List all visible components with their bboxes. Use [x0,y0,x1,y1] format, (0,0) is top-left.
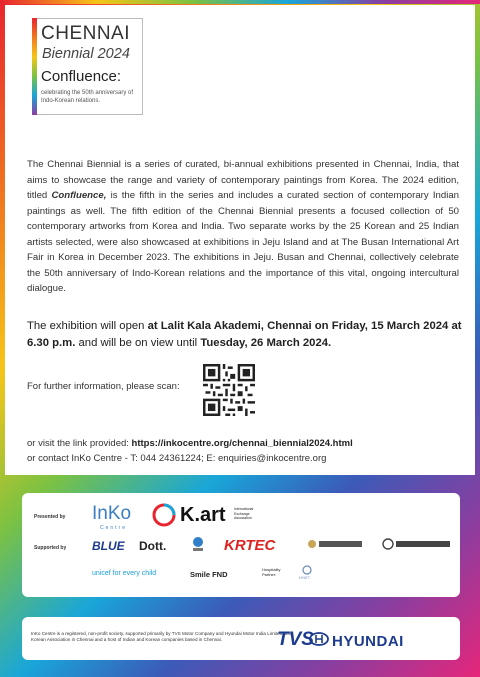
intro-title: Confluence, [51,190,107,201]
contact-line: or contact InKo Centre - T: 044 24361224; E: enquiries@inkocentre.org [27,453,327,464]
blue-logo: BLUE [92,539,125,553]
logo-line-tagline: celebrating the 50th anniversary of Indo-Korean relations. [41,90,134,104]
opening-venue: at Lalit Kala Akademi, Chennai on Friday, 15 March 2024 at 6.30 p.m. [27,320,462,349]
inko-centre-text: Centre [100,525,128,531]
jeju-emblem-icon [189,535,207,553]
logo-line-biennial: Biennial 2024 [42,46,130,62]
closing-date: Tuesday, 26 March 2024. [200,337,332,349]
logo-color-stripe [32,18,37,115]
poster-card [5,5,475,475]
kart-swirl-icon [152,503,176,527]
korean-culture-logo-icon [382,538,452,550]
hyundai-logo: HYUNDAI [332,633,404,650]
hyatt-emblem-icon [302,565,312,575]
footer-text: InKo Centre is a registered, non-profit society, supported primarily by TVS Motor Company and Hyundai Motor India Limited; the Korean Association in Chennai and a host of Indian and Korean companies based in Chennai. [31,631,292,642]
supported-by-label: Supported by [34,545,67,551]
kart-logo: K.art [180,504,226,526]
logo-line-confluence: Confluence: [41,68,122,85]
kart-subtitle: International Exchange Association [234,507,254,520]
dott-logo: Dott. [139,539,167,553]
smile-fnd-logo: Smile FND [190,570,228,579]
inko-logo: InKo [92,503,132,524]
intro-paragraph [27,157,459,297]
footer-panel [22,617,460,660]
opening-text-c: and will be on view until [75,337,201,349]
opening-info [27,318,467,352]
link-block [27,436,353,466]
intro-text-a: The Chennai Biennial is a series of curated, bi-annual exhibitions presented in Chennai, India, that aims to showcase the range and variety of contemporary paintings from Korea. The 2024 edition, titled [27,159,459,201]
sponsors-panel [22,493,460,597]
opening-text-a: The exhibition will open [27,320,148,332]
link-line [27,436,353,451]
color-strip [0,0,480,4]
hyatt-logo: HYATT [299,576,310,580]
scan-label: For further information, please scan: [27,381,180,392]
biennial-logo [32,18,143,115]
korean-gallery-logo-icon [308,539,364,549]
presented-by-label: Presented by [34,514,66,520]
link-prefix: or visit the link provided: [27,438,132,449]
krtec-logo: KRTEC [224,537,276,554]
hyundai-emblem-icon [309,632,329,646]
hospitality-label: Hospitality Partner: [262,567,281,577]
tvs-logo: TVS [277,629,314,650]
intro-text-b: is the fifth in the series and includes a curated section of contemporary Indian paintings as well. The fifth edition of the Chennai Biennial presents a focused collection of 50 contemporary artworks from Korea and India. Two separate works by the 25 Korean and 25 Indian artists selected, were also showcased at exhibitions in Jeju Island and at The Busan International Art Fair in Korea in December 2023. The exhibitions in Jeju. Busan and Chennai, collectively celebrate the 50th anniversary of Indo-Korean relations and the importance of this vital, ongoing intercultural dialogue. [27,190,459,294]
biennial-link[interactable]: https://inkocentre.org/chennai_biennial2024.html [131,438,353,449]
logo-line-chennai: CHENNAI [41,23,131,44]
qr-code-icon[interactable] [203,364,255,416]
unicef-logo: unicef for every child [92,570,157,577]
